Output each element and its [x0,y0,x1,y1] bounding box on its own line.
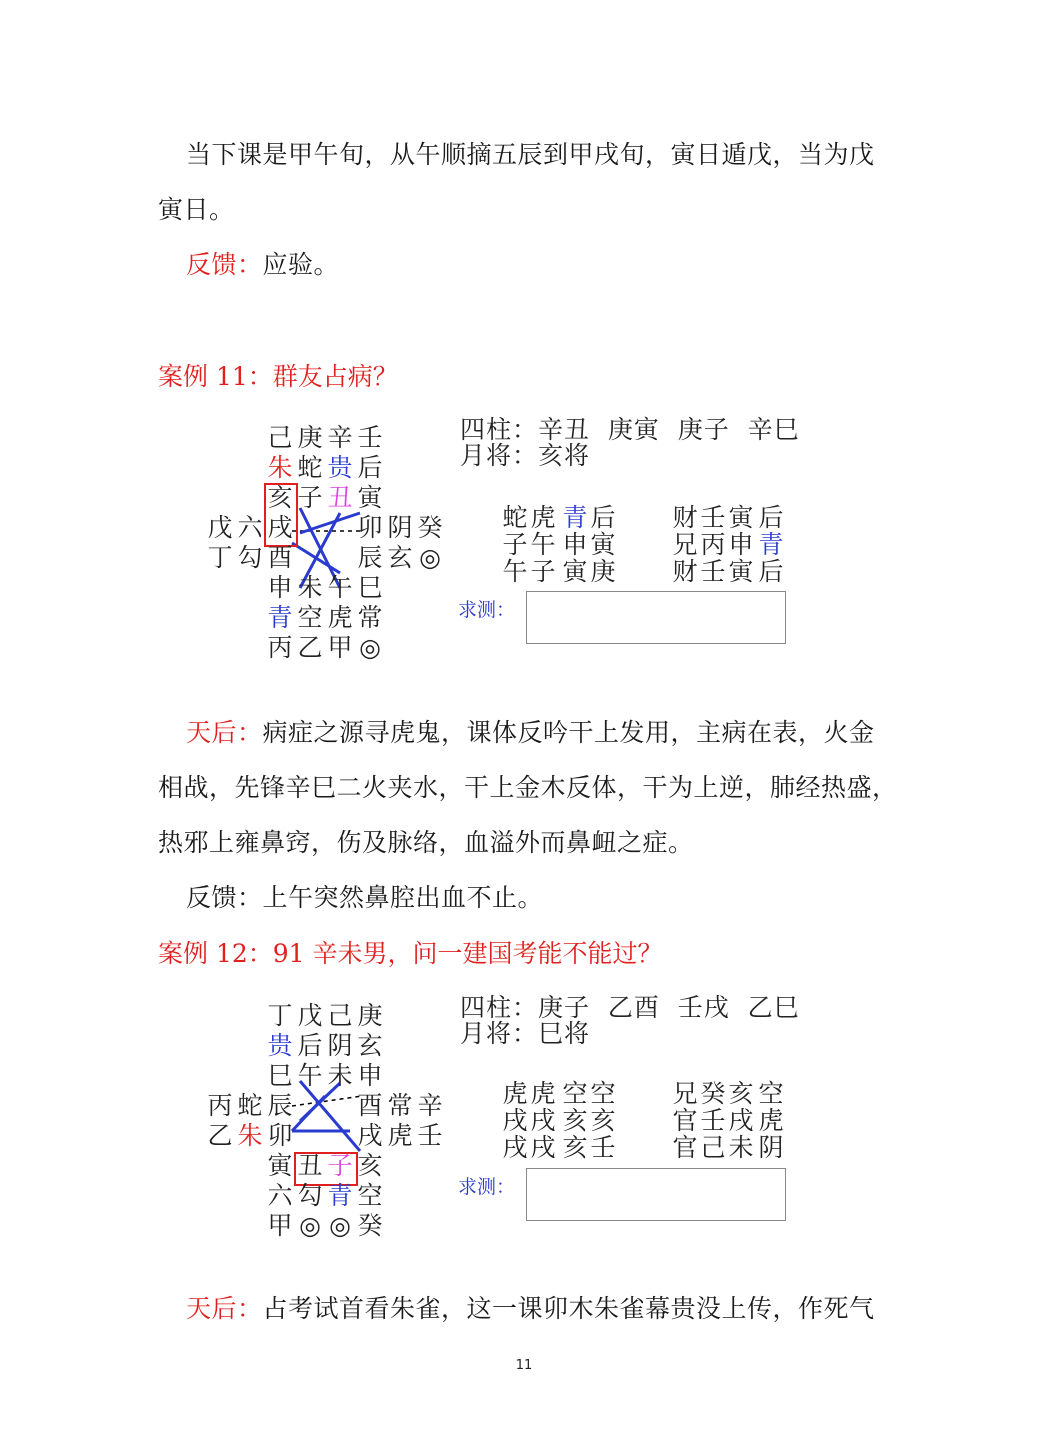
top-stem: 己 [327,1001,353,1030]
right-inner-god: 虎 [387,1121,413,1150]
ring-branch: 寅 [357,483,383,512]
top-stem: 戊 [297,1001,323,1030]
ke-cell: 壬 [590,1133,616,1162]
qiuce-input[interactable] [526,1168,786,1221]
top-god: 蛇 [297,453,323,482]
tianhou-text: 占考试首看朱雀，这一课卯木朱雀幕贵没上传，作死气 [262,1294,875,1323]
top-stem: 丁 [267,1001,293,1030]
ring-branch: 子 [297,483,323,512]
bottom-stem: 乙 [297,633,323,662]
bottom-god: 青 [267,603,293,632]
bottom-stem: ◎ [359,633,381,662]
yuejiang-text: 月将：巳将 [460,1019,591,1048]
ke-cell: 戌 [530,1106,556,1135]
feedback-text: 应验。 [262,250,340,279]
top-god: 贵 [327,453,353,482]
case11-feedback [158,870,898,925]
right-outer-stem: 壬 [417,1121,443,1150]
ring-branch: 酉 [357,1091,383,1120]
bottom-stem: 癸 [357,1211,383,1240]
bottom-god: 空 [357,1181,383,1210]
right-inner-god: 阴 [387,513,413,542]
ring-branch: 亥 [357,1151,383,1180]
chuan-cell: 寅 [728,557,754,586]
ring-branch: 午 [327,573,353,602]
right-outer-stem: ◎ [419,543,441,572]
ring-branch: 辰 [357,543,383,572]
top-god: 玄 [357,1031,383,1060]
ke-cell: 后 [590,503,616,532]
chuan-cell: 兄 [672,1079,698,1108]
chuan-cell: 寅 [728,503,754,532]
left-outer-stem: 戊 [207,513,233,542]
ring-branch: 巳 [357,573,383,602]
bottom-god: 六 [267,1181,293,1210]
top-stem: 庚 [297,423,323,452]
chuan-cell: 青 [758,530,784,559]
ke-cell: 申 [562,530,588,559]
case11-chart [200,415,800,683]
ke-cell: 空 [562,1079,588,1108]
ring-branch: 戌 [267,513,293,542]
ring-branch: 戌 [357,1121,383,1150]
ke-cell: 蛇 [502,503,528,532]
ke-cell: 亥 [562,1106,588,1135]
chuan-cell: 空 [758,1079,784,1108]
ring-branch: 卯 [357,513,383,542]
qiuce-input[interactable] [526,591,786,644]
bottom-god: 常 [357,603,383,632]
ke-cell: 虎 [502,1079,528,1108]
ring-branch: 丑 [297,1151,323,1180]
top-stem: 辛 [327,423,353,452]
tianhou-label: 天后： [186,1294,263,1323]
feedback-text: 上午突然鼻腔出血不止。 [262,883,544,912]
right-outer-stem: 癸 [417,513,443,542]
yuejiang-text: 月将：亥将 [460,441,591,470]
right-inner-god: 常 [387,1091,413,1120]
feedback-label: 反馈： [186,250,263,279]
ke-cell: 戌 [502,1106,528,1135]
ke-cell: 午 [502,557,528,586]
right-inner-god: 玄 [387,543,413,572]
chuan-cell: 亥 [728,1079,754,1108]
chuan-cell: 己 [700,1133,726,1162]
chuan-cell: 阴 [758,1133,784,1162]
case11-title: 案例 11：群友占病？ [158,362,398,391]
case12-title: 案例 12：91 辛未男，问一建国考能不能过？ [158,939,663,968]
ring-branch: 丑 [327,483,353,512]
ring-branch: 午 [297,1061,323,1090]
ring-branch: 巳 [267,1061,293,1090]
sizhu-text: 四柱：庚子 乙酉 壬戌 乙巳 [460,993,800,1022]
ke-cell: 庚 [590,557,616,586]
ke-cell: 虎 [530,503,556,532]
chuan-cell: 申 [728,530,754,559]
ke-cell: 戌 [530,1133,556,1162]
ke-cell: 虎 [530,1079,556,1108]
top-god: 阴 [327,1031,353,1060]
qiuce-label: 求测： [458,599,516,621]
ke-cell: 午 [530,530,556,559]
sizhu-text: 四柱：辛丑 庚寅 庚子 辛巳 [460,415,800,444]
top-stem: 己 [267,423,293,452]
chuan-cell: 癸 [700,1079,726,1108]
chuan-cell: 官 [672,1133,698,1162]
intro-text: 当下课是甲午旬，从午顺摘五辰到甲戌旬，寅日遁戊，当为戊寅日。 [158,140,875,224]
chuan-cell: 壬 [700,503,726,532]
left-inner-god: 蛇 [237,1091,263,1120]
case12-analysis [158,1281,898,1336]
chuan-cell: 后 [758,503,784,532]
page-number: 11 [515,1358,533,1373]
bottom-stem: 甲 [267,1211,293,1240]
ring-branch: 辰 [267,1091,293,1120]
ring-branch: 卯 [267,1121,293,1150]
case11-analysis [158,705,898,870]
top-god: 朱 [267,453,293,482]
chuan-cell: 戌 [728,1106,754,1135]
bottom-god: 虎 [327,603,353,632]
feedback-label: 反馈： [186,883,263,912]
left-inner-god: 六 [237,513,263,542]
ring-branch: 未 [327,1061,353,1090]
ke-cell: 子 [502,530,528,559]
ke-cell: 寅 [590,530,616,559]
top-stem: 壬 [357,423,383,452]
ke-cell: 戌 [502,1133,528,1162]
bottom-stem: ◎ [299,1211,321,1240]
intro-paragraph [158,127,898,237]
chuan-cell: 后 [758,557,784,586]
left-inner-god: 勾 [237,543,263,572]
ring-branch: 子 [327,1151,353,1180]
bottom-god: 青 [327,1181,353,1210]
ke-cell: 青 [562,503,588,532]
left-outer-stem: 乙 [207,1121,233,1150]
ke-cell: 寅 [562,557,588,586]
bottom-god: 勾 [297,1181,323,1210]
bottom-stem: ◎ [329,1211,351,1240]
ke-cell: 亥 [590,1106,616,1135]
top-god: 后 [297,1031,323,1060]
ke-cell: 子 [530,557,556,586]
ring-branch: 寅 [267,1151,293,1180]
chuan-cell: 官 [672,1106,698,1135]
chuan-cell: 未 [728,1133,754,1162]
ring-branch: 酉 [267,543,293,572]
chuan-cell: 壬 [700,1106,726,1135]
top-stem: 庚 [357,1001,383,1030]
left-outer-stem: 丁 [207,543,233,572]
right-outer-stem: 辛 [417,1091,443,1120]
tianhou-text: 病症之源寻虎鬼，课体反吟干上发用，主病在表，火金相战，先锋辛巳二火夹水，干上金木反体，干为上逆，肺经热盛，热邪上雍鼻窍，伤及脉络，血溢外而鼻衄之症。 [158,718,898,857]
chuan-cell: 兄 [672,530,698,559]
qiuce-label: 求测： [458,1176,516,1198]
ring-branch: 亥 [267,483,293,512]
bottom-god: 空 [297,603,323,632]
left-inner-god: 朱 [237,1121,263,1150]
chuan-cell: 壬 [700,557,726,586]
bottom-stem: 甲 [327,633,353,662]
ke-cell: 亥 [562,1133,588,1162]
left-outer-stem: 丙 [207,1091,233,1120]
top-god: 贵 [267,1031,293,1060]
ke-cell: 空 [590,1079,616,1108]
chuan-cell: 虎 [758,1106,784,1135]
ring-branch: 未 [297,573,323,602]
chuan-cell: 财 [672,557,698,586]
chuan-cell: 丙 [700,530,726,559]
chuan-cell: 财 [672,503,698,532]
ring-branch: 申 [267,573,293,602]
ring-branch: 申 [357,1061,383,1090]
tianhou-label: 天后： [186,718,263,747]
intro-feedback [158,237,898,292]
case12-chart [200,993,800,1261]
top-god: 后 [357,453,383,482]
bottom-stem: 丙 [267,633,293,662]
